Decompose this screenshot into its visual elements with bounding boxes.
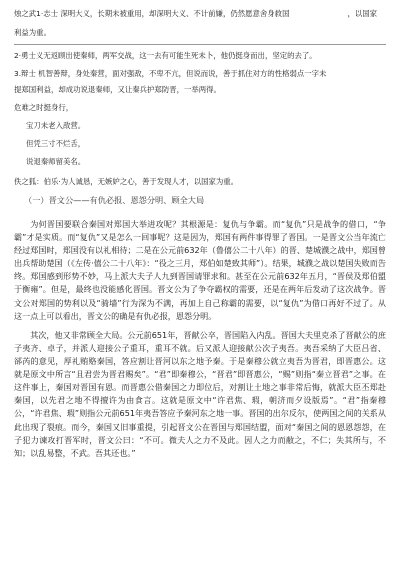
poem-block bbox=[26, 121, 386, 167]
poem-line: 宝刀未老入敌营。 bbox=[26, 120, 86, 130]
yi-zhi-hu-line: 佚之狐：伯乐·为人诚恳，无嫉妒之心，善于发现人才，以国家为重。 bbox=[14, 176, 239, 186]
header-line-1-right: ，以国家 bbox=[347, 9, 378, 18]
header-paragraph bbox=[14, 9, 386, 45]
poem-line: 但凭三寸不烂舌， bbox=[26, 138, 86, 148]
item-3-line-2: 提郑国利益，却成功说退秦师，又让秦兵护郑防晋，一举两得。 bbox=[14, 84, 221, 94]
paragraph-2: 其次，他又非常顾全大局。公元前651年，晋献公卒，晋国陷入内乱。晋国大夫里克杀了晋献公的庶子夷齐、卓子，并派人迎接公子重耳，重耳不就。后又派人迎接献公次子夷吾。夷吾采纳了大臣吕省、郤芮的意见，厚礼贿赂秦国，答应割让晋河以东之地予秦。于是秦穆公就立夷吾为晋君，即晋惠公。这就是原文中所言“且君尝为晋君赐矣”。“君”即秦穆公，“晋君”即晋惠公，“赐”则指“秦立晋君”之事。在这件事上，秦国对晋国有恩。而晋惠公借秦国之力即位后，对割让土地之事非常后悔，就派大臣丕郑赴秦国，以先君之地不得擅许为由食言。这就是原文中“许君焦、瑕，朝济而夕设版焉”。“君”指秦穆公，“许君焦、瑕”则指公元前651年夷吾答应予秦河东之地一事。晋国的出尔反尔，使两国之间的关系从此出现了裂痕。而今，秦国又旧事重提，引起晋文公在晋国与郑国结盟，面对“秦国之间的恩恩怨怨，在子犯力谏攻打晋军时，晋文公曰：“不可。微夫人之力不及此。因人之力而敝之，不仁；失其所与，不知；以乱易整，不武。吾其还也。” bbox=[14, 329, 386, 458]
section-title: （一）晋文公——有仇必报、恩怨分明、顾全大局 bbox=[24, 194, 205, 205]
document-top bbox=[0, 0, 400, 206]
header-line-2: 利益为重。 bbox=[14, 27, 51, 37]
item-3-line-1: 3.辩士 机智善辩，身处秦营，面对强敌，不卑不亢，但说而说，善于抓住对方的性格弱点一字未 bbox=[14, 68, 327, 78]
danger-line: 危难之时挺身行， bbox=[14, 102, 74, 112]
body-text bbox=[0, 218, 400, 460]
item-2: 2·勇士义无返顾出使秦师，两军交战，这一去有可能生死未卜，他仍挺身而出，坚定的去了。 bbox=[14, 50, 317, 60]
header-line-1-text: 烛之武1·志士 深明大义，长期未被重用，却深明大义、不计前嫌，仍然愿意舍身救国 bbox=[14, 9, 290, 18]
paragraph-1: 为何晋国要联合秦国对郑国大举进攻呢？其根源是：复仇与争霸。而“复仇”只是战争的借口，“争霸”才是实质。而“复仇”又是怎么一回事呢？这是因为，郑国有两件事得罪了晋国。一是晋文公当年流亡经过郑国时，郑国没有以礼相待；二是在公元前632年（鲁僖公二十八年）的晋、楚城濮之战中，郑国曾出兵帮助楚国（《左传·僖公二十八年》：“役之三月，郑伯如楚致其师”）。结果，城濮之战以楚国失败而告终。郑国感到形势不妙，马上派大夫子人九到晋国请罪求和。甚至在公元前632年五月，“晋侯及郑伯盟于衡雍”。但是，最终也没能感化晋国。晋文公为了争夺霸权的需要，还是在两年后发动了这次战争。晋文公对郑国的势利以及“骑墙”行为深为不满，再加上自己称霸的需要，以“复仇”为借口再好不过了。从这一点上可以看出，晋文公的确是有仇必报，恩怨分明。 bbox=[14, 218, 386, 321]
header-line-1 bbox=[14, 9, 386, 19]
item-3 bbox=[14, 69, 386, 95]
poem-line: 说退秦师留美名。 bbox=[26, 156, 86, 166]
